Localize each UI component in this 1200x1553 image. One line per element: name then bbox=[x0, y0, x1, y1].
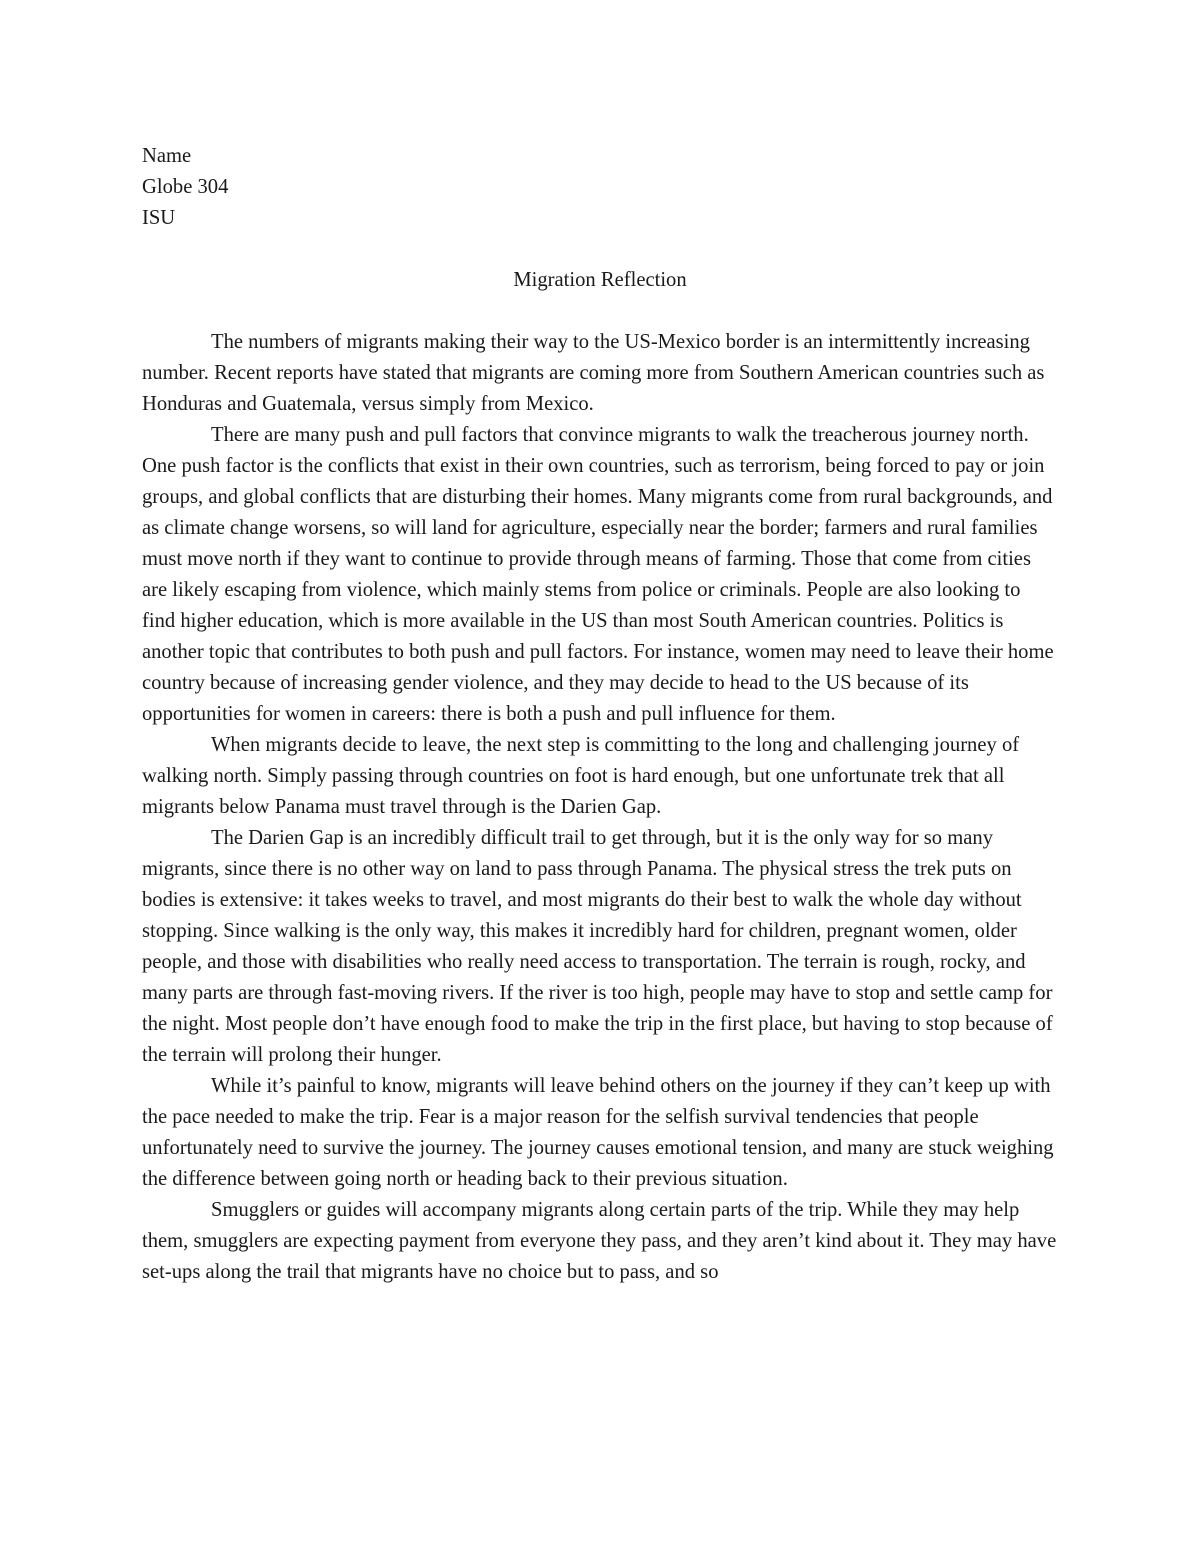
paragraph-journey: When migrants decide to leave, the next step is committing to the long and challenging journey of walking north. Simply passing through countries on foot is hard enough, but one unfortunate trek that all migrants below Panama must travel through is the Darien Gap. bbox=[142, 734, 1020, 818]
course-code: Globe 304 bbox=[142, 176, 229, 198]
paragraph-darien-gap: The Darien Gap is an incredibly difficult trail to get through, but it is the only way for so many migrants, since there is no other way on land to pass through Panama. The physical stress the trek puts on bodies is extensive: it takes weeks to travel, and most migrants do their best to walk the whole day without stopping. Since walking is the only way, this makes it incredibly hard for children, pregnant women, older people, and those with disabilities who really need access to transportation. The terrain is rough, rocky, and many parts are through fast-moving rivers. If the river is too high, people may have to stop and settle camp for the night. Most people don’t have enough food to make the trip in the first place, but having to stop because of the terrain will prolong their hunger. bbox=[142, 827, 1053, 1066]
paragraph-leaving-behind: While it’s painful to know, migrants will leave behind others on the journey if they can’t keep up with the pace needed to make the trip. Fear is a major reason for the selfish survival tendencies that people unfortunately need to survive the journey. The journey causes emotional tension, and many are stuck weighing the difference between going north or heading back to their previous situation. bbox=[142, 1075, 1054, 1190]
student-name: Name bbox=[142, 145, 192, 167]
paragraph-smugglers: Smugglers or guides will accompany migrants along certain parts of the trip. While they may help them, smugglers are expecting payment from everyone they pass, and they aren’t kind about it. They may have set-ups along the trail that migrants have no choice but to pass, and so bbox=[142, 1199, 1057, 1283]
document-title: Migration Reflection bbox=[513, 269, 687, 291]
document-body bbox=[142, 141, 1058, 1288]
paragraph-push-pull: There are many push and pull factors that convince migrants to walk the treacherous journey north. One push factor is the conflicts that exist in their own countries, such as terrorism, being forced to pay or join groups, and global conflicts that are disturbing their homes. Many migrants come from rural backgrounds, and as climate change worsens, so will land for agriculture, especially near the border; farmers and rural families must move north if they want to continue to provide through means of farming. Those that come from cities are likely escaping from violence, which mainly stems from police or criminals. People are also looking to find higher education, which is more available in the US than most South American countries. Politics is another topic that contributes to both push and pull factors. For instance, women may need to leave their home country because of increasing gender violence, and they may decide to head to the US because of its opportunities for women in careers: there is both a push and pull influence for them. bbox=[142, 424, 1054, 725]
assignment-type: ISU bbox=[142, 207, 176, 229]
paragraph-intro: The numbers of migrants making their way to the US-Mexico border is an intermittently increasing number. Recent reports have stated that migrants are coming more from Southern American countries such as Honduras and Guatemala, versus simply from Mexico. bbox=[142, 331, 1045, 415]
